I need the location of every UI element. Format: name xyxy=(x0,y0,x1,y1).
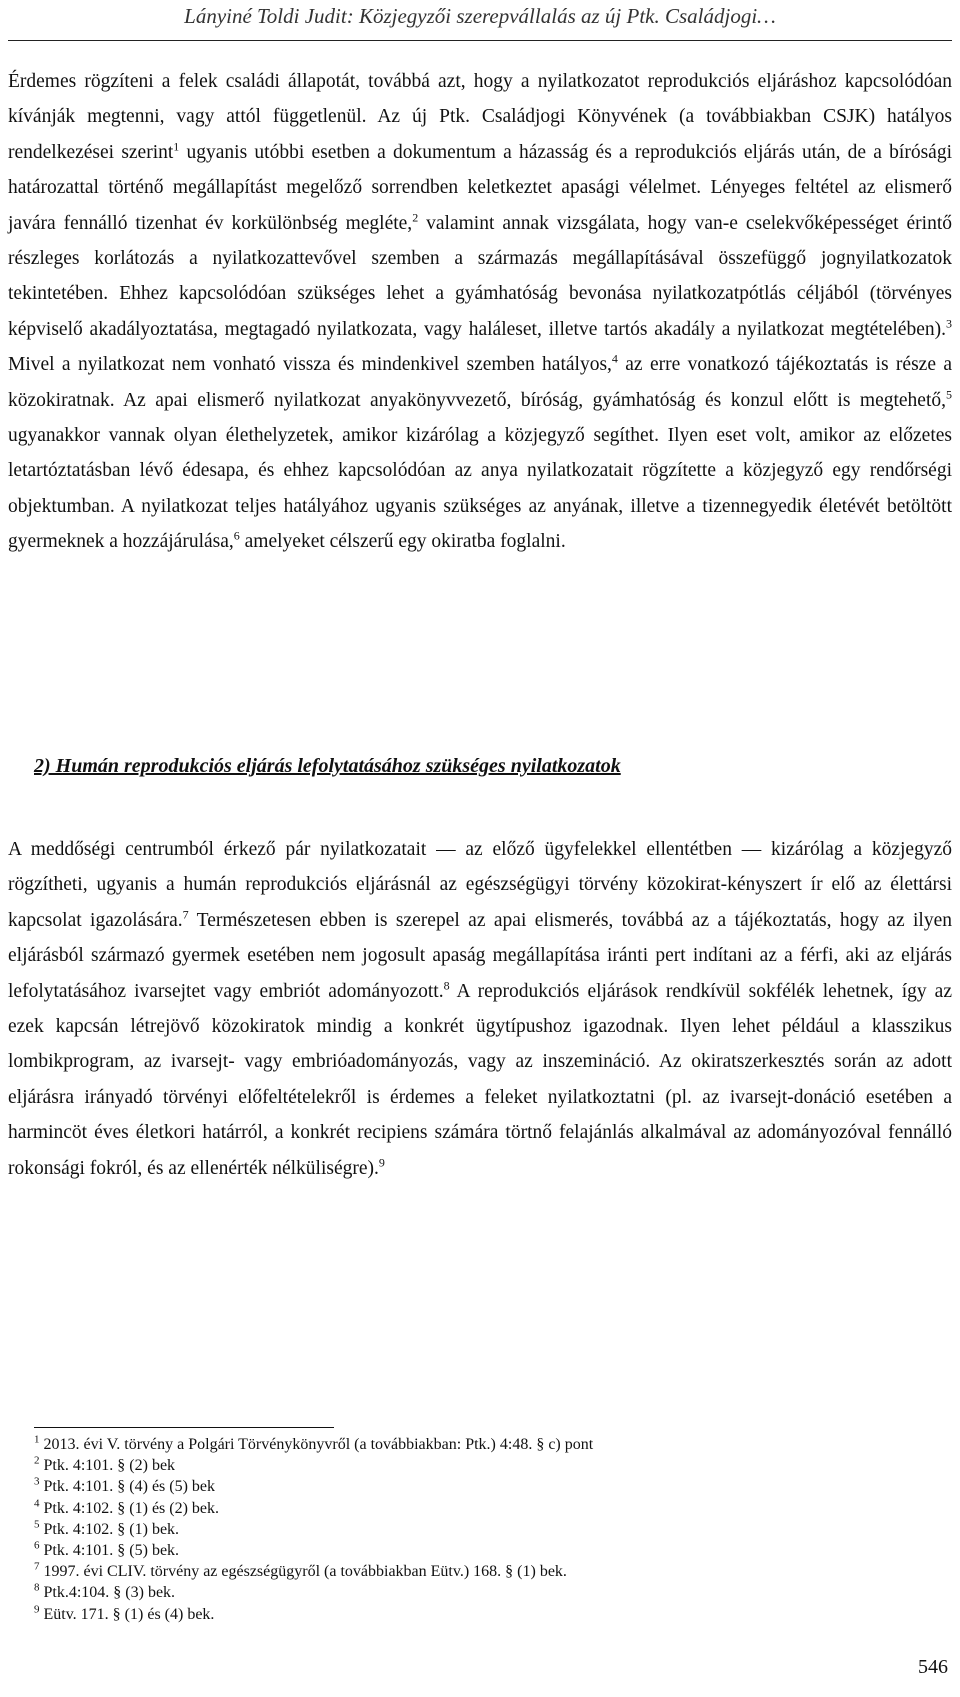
footnote-text: Ptk.4:104. § (3) bek. xyxy=(43,1584,176,1602)
footnote-item xyxy=(34,1604,934,1625)
body-paragraph-2 xyxy=(8,832,952,1186)
footnote-ref[interactable]: 4 xyxy=(611,351,618,366)
text-segment: valamint annak vizsgálata, hogy van-e cselekvőképességet érintő részleges korlátozás a nyilatkozattevővel szemben a származás megállapításával összefüggő jognyilatkozatok tekintetében. Ehhez kapcsolódóan szükséges lehet a gyámhatóság bevonása nyilatkozatpótlás céljából (törvényes képviselő akadályoztatása, megtagadó nyilatkozata, vagy haláleset, illetve tartós akadály a nyilatkozat megtételében). xyxy=(8,212,952,340)
text-segment: Természetesen ebben is szerepel az apai elismerés, továbbá az a tájékoztatás, hogy az ilyen eljárásból származó gyermek esetében nem jogosult apaság megállapítása iránti pert indítani az a férfi, aki az eljárás lefolytatásához ivarsejtet vagy embriót adományozott. xyxy=(8,909,952,1002)
footnote-item xyxy=(34,1582,934,1603)
footnote-text: Ptk. 4:101. § (4) és (5) bek xyxy=(43,1478,216,1496)
body-paragraph-1 xyxy=(8,64,952,560)
footnote-text: 2013. évi V. törvény a Polgári Törvénykönyvről (a továbbiakban: Ptk.) 4:48. § c) pont xyxy=(43,1436,594,1453)
footnote-text: Ptk. 4:101. § (5) bek. xyxy=(43,1542,180,1560)
footnote-item xyxy=(34,1455,934,1476)
footnote-number: 9 xyxy=(34,1603,40,1616)
footnote-number: 1 xyxy=(34,1433,40,1446)
text-segment: az erre vonatkozó tájékoztatás is része a közokiratnak. Az apai elismerő nyilatkozat anyakönyvvezető, bíróság, gyámhatóság és konzul előtt is megtehető, xyxy=(8,354,952,411)
footnote-number: 8 xyxy=(34,1582,40,1595)
footnote-text: Ptk. 4:102. § (1) bek. xyxy=(43,1520,180,1538)
footnote-number: 5 xyxy=(34,1518,40,1531)
footnote-number: 4 xyxy=(34,1497,40,1510)
footnote-text: 1997. évi CLIV. törvény az egészségügyről (a továbbiakban Eütv.) 168. § (1) bek. xyxy=(43,1563,567,1581)
page-number: 546 xyxy=(918,1656,948,1678)
footnote-ref[interactable]: 5 xyxy=(946,387,952,402)
footnote-number: 6 xyxy=(34,1539,40,1552)
footnote-separator xyxy=(34,1427,334,1428)
footnote-item xyxy=(34,1476,934,1497)
footnotes-list xyxy=(34,1434,934,1625)
footnote-item xyxy=(34,1561,934,1582)
text-segment: Érdemes rögzíteni a felek családi állapotát, továbbá azt, hogy a nyilatkozatot reprodukciós eljáráshoz kapcsolódóan kívánják megtenni, vagy attól függetlenül. Az új Ptk. Családjogi Könyvének (a továbbiakban CSJK) hatályos rendelkezései szerint xyxy=(8,71,952,163)
footnote-ref[interactable]: 9 xyxy=(378,1155,385,1170)
text-segment: ugyanakkor vannak olyan élethelyzetek, amikor kizárólag a közjegyző segíthet. Ilyen eset volt, amikor az előzetes letartóztatásban lévő édesapa, és ehhez kapcsolódóan az anya nyilatkozatait rögzítette a közjegyző egy rendőrségi objektumban. A nyilatkozat teljes hatályához ugyanis szükséges az anyának, illetve a tizennegyedik életévét betöltött gyermeknek a hozzájárulása, xyxy=(8,425,952,553)
footnote-text: Ptk. 4:101. § (2) bek xyxy=(43,1457,176,1475)
footnote-item xyxy=(34,1498,934,1519)
running-header: Lányiné Toldi Judit: Közjegyzői szerepvállalás az új Ptk. Családjogi… xyxy=(184,4,776,28)
text-segment: A meddőségi centrumból érkező pár nyilatkozatait ― az előző ügyfelekkel ellentétben ― kizárólag a közjegyző rögzítheti, ugyanis a humán reprodukciós eljárásnál az egészségügyi törvény közokirat-kényszert ír elő az élettársi kapcsolat igazolására. xyxy=(8,839,952,931)
text-segment: Mivel a nyilatkozat nem vonható vissza és mindenkivel szemben hatályos, xyxy=(8,354,612,376)
footnote-text: Eütv. 171. § (1) és (4) bek. xyxy=(43,1605,215,1623)
footnote-ref[interactable]: 2 xyxy=(412,210,419,225)
footnote-number: 7 xyxy=(34,1560,40,1573)
footnote-ref[interactable]: 8 xyxy=(443,978,450,993)
text-segment: amelyeket célszerű egy okiratba foglalni. xyxy=(239,531,566,553)
header-rule xyxy=(8,40,952,41)
text-segment: A reprodukciós eljárások rendkívül sokfélék lehetnek, így az ezek kapcsán létrejövő közokiratok mindig a konkrét ügytípushoz igazodnak. Ilyen lehet például a klasszikus lombikprogram, az ivarsejt- vagy embrióadományozás, vagy az inszemináció. Az okiratszerkesztés során az adott eljárásra irányadó törvényi előfeltételekről is érdemes a feleket nyilatkoztatni (pl. az ivarsejt-donáció esetében a harmincöt éves életkori határról, a konkrét recipiens számára törtnő felajánlás alkalmával az adományozóval fennálló rokonsági fokról, és az ellenérték nélküliségre). xyxy=(8,980,952,1179)
footnote-item xyxy=(34,1519,934,1540)
footnote-ref[interactable]: 3 xyxy=(946,316,952,331)
text-segment: ugyanis utóbbi esetben a dokumentum a házasság és a reprodukciós eljárás után, de a bírósági határozattal történő megállapítást megelőző sorrendben keletkeztet apasági vélelmet. Lényeges feltétel az elismerő javára fennálló tizenhat év korkülönbség megléte, xyxy=(8,141,952,234)
section-heading: 2) Humán reprodukciós eljárás lefolytatásához szükséges nyilatkozatok xyxy=(34,755,621,777)
footnote-ref[interactable]: 6 xyxy=(233,528,240,543)
footnote-item xyxy=(34,1540,934,1561)
footnote-ref[interactable]: 1 xyxy=(173,139,180,154)
footnote-item xyxy=(34,1434,934,1455)
footnote-number: 3 xyxy=(34,1476,40,1489)
footnote-ref[interactable]: 7 xyxy=(182,907,189,922)
footnote-number: 2 xyxy=(34,1454,40,1467)
footnote-text: Ptk. 4:102. § (1) és (2) bek. xyxy=(43,1499,220,1517)
